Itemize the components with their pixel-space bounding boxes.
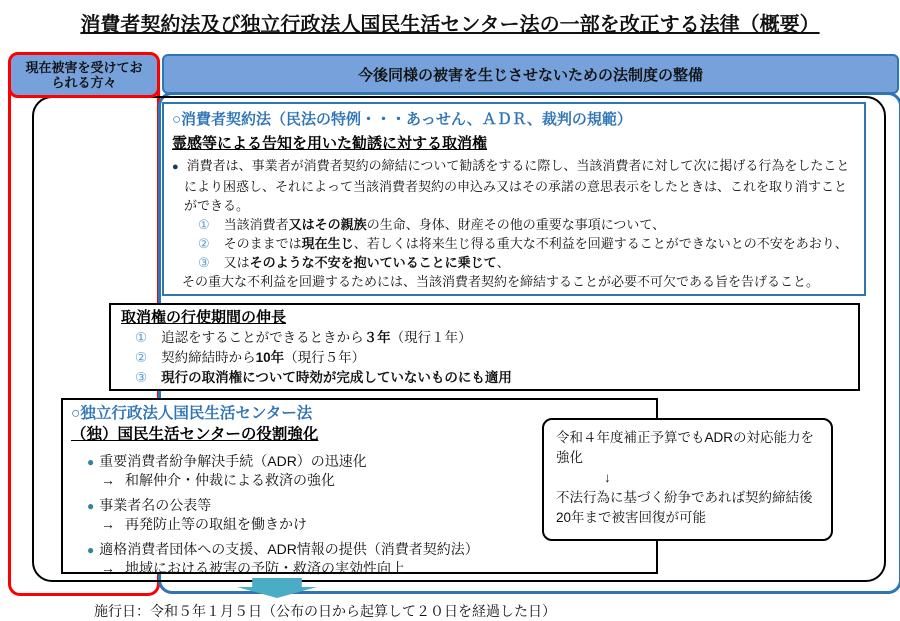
lead-paragraph bbox=[172, 156, 856, 215]
measure-effect-text: 和解仲介・仲裁による救済の強化 bbox=[125, 472, 335, 488]
center-act-heading: ○独立行政法人国民生活センター法 bbox=[71, 405, 313, 422]
item-text: の生命、身体、財産その他の重要な事項について、 bbox=[366, 217, 666, 232]
note-line1: 令和４年度補正予算でもADRの対応能力を強化 bbox=[556, 430, 815, 465]
item-text: 又は bbox=[223, 255, 250, 270]
item-text-bold: そのような不安を抱いていることに乗じて bbox=[249, 255, 497, 270]
future-measures-header: 今後同様の被害を生じさせないための法制度の整備 bbox=[162, 54, 899, 94]
closing-text: その重大な不利益を回避するためには、当該消費者契約を締結することが必要不可欠である旨を告げること。 bbox=[182, 274, 820, 289]
current-victims-header bbox=[8, 52, 160, 98]
item-text-bold: ３年 bbox=[363, 330, 391, 345]
down-arrow-glyph: ↓ bbox=[604, 470, 611, 485]
bullet-icon: ● bbox=[87, 499, 95, 513]
lead-text: 消費者は、事業者が消費者契約の締結について勧誘をするに際し、当該消費者に対して次に掲げる行為をしたことにより困惑し、それによって当該消費者契約の申込み又はその承諾の意思表示をしたときは、これを取り消すことができる。 bbox=[184, 158, 850, 213]
circled-number-icon: ① bbox=[198, 217, 210, 232]
page-title: 消費者契約法及び独立行政法人国民生活センター法の一部を改正する法律（概要） bbox=[80, 14, 820, 36]
circled-number-icon: ② bbox=[135, 350, 148, 365]
bullet-icon: ● bbox=[87, 455, 95, 469]
item-text-bold: 現在生じ bbox=[301, 236, 354, 251]
list-item bbox=[135, 328, 848, 348]
list-item bbox=[198, 253, 856, 272]
list-item bbox=[198, 215, 856, 234]
measure-main-text: 事業者名の公表等 bbox=[99, 497, 212, 513]
measure-effect-text: 再発防止等の取組を働きかけ bbox=[125, 516, 307, 532]
cancellation-right-subheading: 霊感等による告知を用いた勧誘に対する取消権 bbox=[172, 135, 488, 152]
right-arrow-icon: → bbox=[101, 560, 115, 576]
circled-number-icon: ② bbox=[198, 236, 210, 251]
extension-period-box bbox=[109, 303, 860, 391]
adr-note-box bbox=[542, 418, 833, 541]
measure-main-text: 重要消費者紛争解決手続（ADR）の迅速化 bbox=[99, 453, 367, 469]
item-text: そのままでは bbox=[223, 236, 302, 251]
measure-main bbox=[71, 540, 648, 559]
consumer-contract-act-box bbox=[162, 102, 866, 296]
measure-main-text: 適格消費者団体への支援、ADR情報の提供（消費者契約法） bbox=[99, 541, 479, 557]
enforcement-date: 施行日：令和５年１月５日（公布の日から起算して２０日を経過した日） bbox=[94, 603, 556, 619]
right-arrow-icon: → bbox=[101, 472, 115, 488]
measure-effect bbox=[71, 559, 648, 577]
right-arrow-icon: → bbox=[101, 516, 115, 532]
bullet-icon: ● bbox=[172, 161, 179, 173]
measure-effect-text: 地域における被害の予防・救済の実効性向上 bbox=[125, 560, 405, 576]
measure-item bbox=[71, 540, 648, 577]
current-victims-header-line2: られる方々 bbox=[51, 75, 117, 90]
circled-number-icon: ① bbox=[135, 330, 148, 345]
current-victims-header-line1: 現在被害を受けてお bbox=[25, 60, 143, 75]
consumer-contract-act-heading: ○消費者契約法（民法の特例・・・あっせん、ＡＤＲ、裁判の規範） bbox=[172, 111, 632, 128]
item-text: 当該消費者 bbox=[223, 217, 289, 232]
bullet-icon: ● bbox=[87, 543, 95, 557]
list-item bbox=[198, 234, 856, 253]
item-text-bold: 現行の取消権について時効が完成していないものにも適用 bbox=[161, 370, 512, 385]
item-text: 、 bbox=[496, 255, 510, 270]
item-text: （現行１年） bbox=[390, 330, 472, 345]
item-text: 、若しくは将来生じ得る重大な不利益を回避することができないとの不安をあおり、 bbox=[353, 236, 848, 251]
circled-number-icon: ③ bbox=[135, 370, 148, 385]
item-text: （現行５年） bbox=[284, 350, 366, 365]
center-role-subheading: （独）国民生活センターの役割強化 bbox=[71, 426, 319, 443]
item-text: 追認をすることができるときから bbox=[161, 330, 364, 345]
item-text-bold: 又はその親族 bbox=[288, 217, 367, 232]
item-text-bold: 10年 bbox=[255, 350, 285, 365]
circled-number-icon: ③ bbox=[198, 255, 210, 270]
list-item bbox=[135, 368, 848, 388]
item-text: 契約締結時から bbox=[161, 350, 256, 365]
extension-heading: 取消権の行使期間の伸長 bbox=[121, 309, 287, 326]
note-line2: 不法行為に基づく紛争であれば契約締結後20年まで被害回復が可能 bbox=[556, 490, 813, 525]
list-item bbox=[135, 348, 848, 368]
